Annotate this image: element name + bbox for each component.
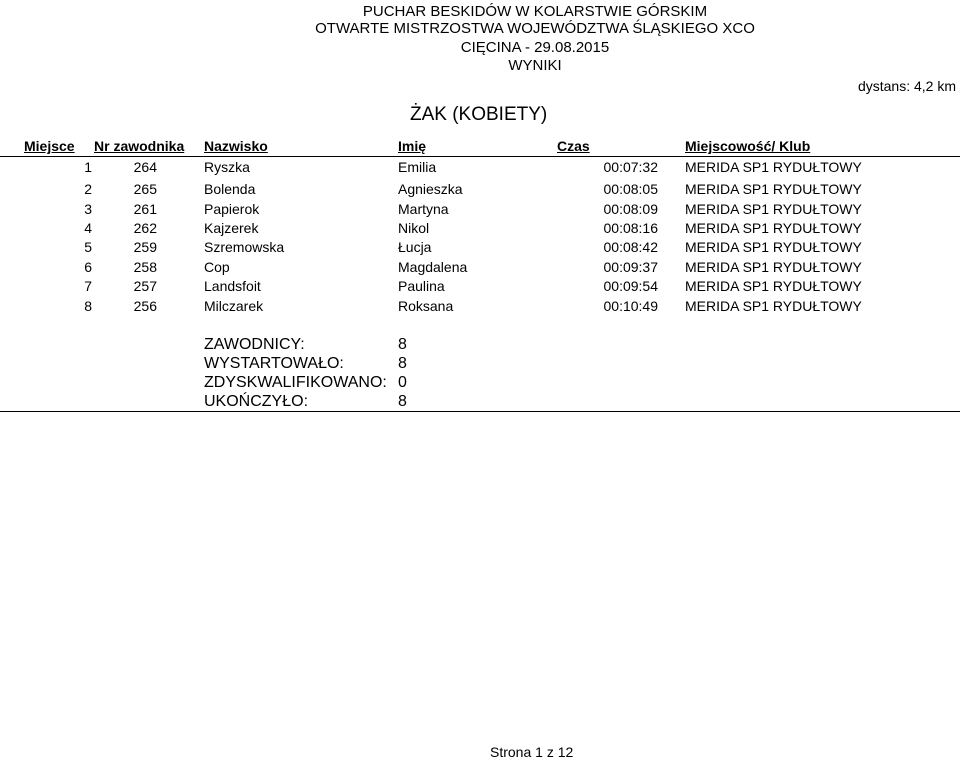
page-number: Strona 1 z 12: [490, 744, 574, 760]
table-row: [0, 278, 960, 297]
table-row: [0, 201, 960, 220]
cell-club: MERIDA SP1 RYDUŁTOWY: [685, 181, 862, 197]
cell-club: MERIDA SP1 RYDUŁTOWY: [685, 298, 862, 314]
cell-place: 1: [84, 159, 92, 175]
cell-time: 00:08:16: [603, 220, 658, 236]
distance-label: dystans: 4,2 km: [857, 78, 956, 94]
cell-name: Paulina: [398, 278, 445, 294]
table-row: [0, 181, 960, 200]
column-header-nr: Nr zawodnika: [94, 138, 185, 154]
cell-name: Martyna: [398, 201, 449, 217]
cell-time: 00:08:42: [603, 239, 658, 255]
cell-name: Łucja: [398, 239, 432, 255]
cell-nr: 261: [133, 201, 157, 217]
event-title: PUCHAR BESKIDÓW W KOLARSTWIE GÓRSKIM: [362, 3, 708, 20]
table-row: [0, 159, 960, 178]
cell-nr: 257: [133, 278, 157, 294]
cell-time: 00:08:05: [603, 181, 658, 197]
cell-time: 00:09:54: [603, 278, 658, 294]
summary-value: 8: [398, 393, 407, 410]
column-header-place: Miejsce: [24, 138, 75, 154]
cell-place: 7: [84, 278, 92, 294]
cell-club: MERIDA SP1 RYDUŁTOWY: [685, 220, 862, 236]
event-subtitle: OTWARTE MISTRZOSTWA WOJEWÓDZTWA ŚLĄSKIEGO XCO: [315, 20, 755, 37]
cell-nr: 258: [133, 259, 157, 275]
cell-name: Roksana: [398, 298, 454, 314]
summary-divider: [0, 411, 960, 412]
event-place-date: CIĘCINA - 29.08.2015: [460, 39, 610, 56]
cell-place: 5: [84, 239, 92, 255]
cell-club: MERIDA SP1 RYDUŁTOWY: [685, 159, 862, 175]
cell-time: 00:08:09: [603, 201, 658, 217]
summary-label: ZDYSKWALIFIKOWANO:: [204, 374, 387, 391]
summary-value: 8: [398, 336, 407, 353]
cell-club: MERIDA SP1 RYDUŁTOWY: [685, 201, 862, 217]
cell-surname: Milczarek: [204, 298, 264, 314]
cell-club: MERIDA SP1 RYDUŁTOWY: [685, 278, 862, 294]
column-header-name: Imię: [398, 138, 427, 154]
cell-nr: 262: [133, 220, 157, 236]
cell-name: Nikol: [398, 220, 430, 236]
cell-nr: 259: [133, 239, 157, 255]
cell-place: 8: [84, 298, 92, 314]
summary-label: ZAWODNICY:: [204, 336, 305, 353]
column-header-club: Miejscowość/ Klub: [685, 138, 811, 154]
table-row: [0, 220, 960, 239]
cell-place: 2: [84, 181, 92, 197]
cell-surname: Szremowska: [204, 239, 285, 255]
cell-time: 00:07:32: [603, 159, 658, 175]
summary-label: WYSTARTOWAŁO:: [204, 355, 344, 372]
cell-surname: Ryszka: [204, 159, 250, 175]
column-header-time: Czas: [557, 138, 590, 154]
cell-place: 3: [84, 201, 92, 217]
results-heading: WYNIKI: [508, 57, 562, 74]
table-row: [0, 239, 960, 258]
cell-surname: Landsfoit: [204, 278, 261, 294]
table-row: [0, 259, 960, 278]
cell-surname: Bolenda: [204, 181, 256, 197]
cell-club: MERIDA SP1 RYDUŁTOWY: [685, 259, 862, 275]
cell-surname: Papierok: [204, 201, 260, 217]
cell-place: 4: [84, 220, 92, 236]
table-header: [0, 138, 960, 157]
cell-name: Agnieszka: [398, 181, 463, 197]
cell-club: MERIDA SP1 RYDUŁTOWY: [685, 239, 862, 255]
cell-surname: Kajzerek: [204, 220, 259, 236]
cell-name: Magdalena: [398, 259, 468, 275]
cell-nr: 264: [133, 159, 157, 175]
cell-name: Emilia: [398, 159, 437, 175]
cell-nr: 265: [133, 181, 157, 197]
category-title: ŻAK (KOBIETY): [410, 104, 548, 125]
cell-time: 00:10:49: [603, 298, 658, 314]
summary-value: 8: [398, 355, 407, 372]
cell-surname: Cop: [204, 259, 230, 275]
summary-value: 0: [398, 374, 407, 391]
cell-nr: 256: [133, 298, 157, 314]
table-row: [0, 298, 960, 317]
summary-label: UKOŃCZYŁO:: [204, 393, 309, 410]
cell-time: 00:09:37: [603, 259, 658, 275]
cell-place: 6: [84, 259, 92, 275]
column-header-surname: Nazwisko: [204, 138, 268, 154]
